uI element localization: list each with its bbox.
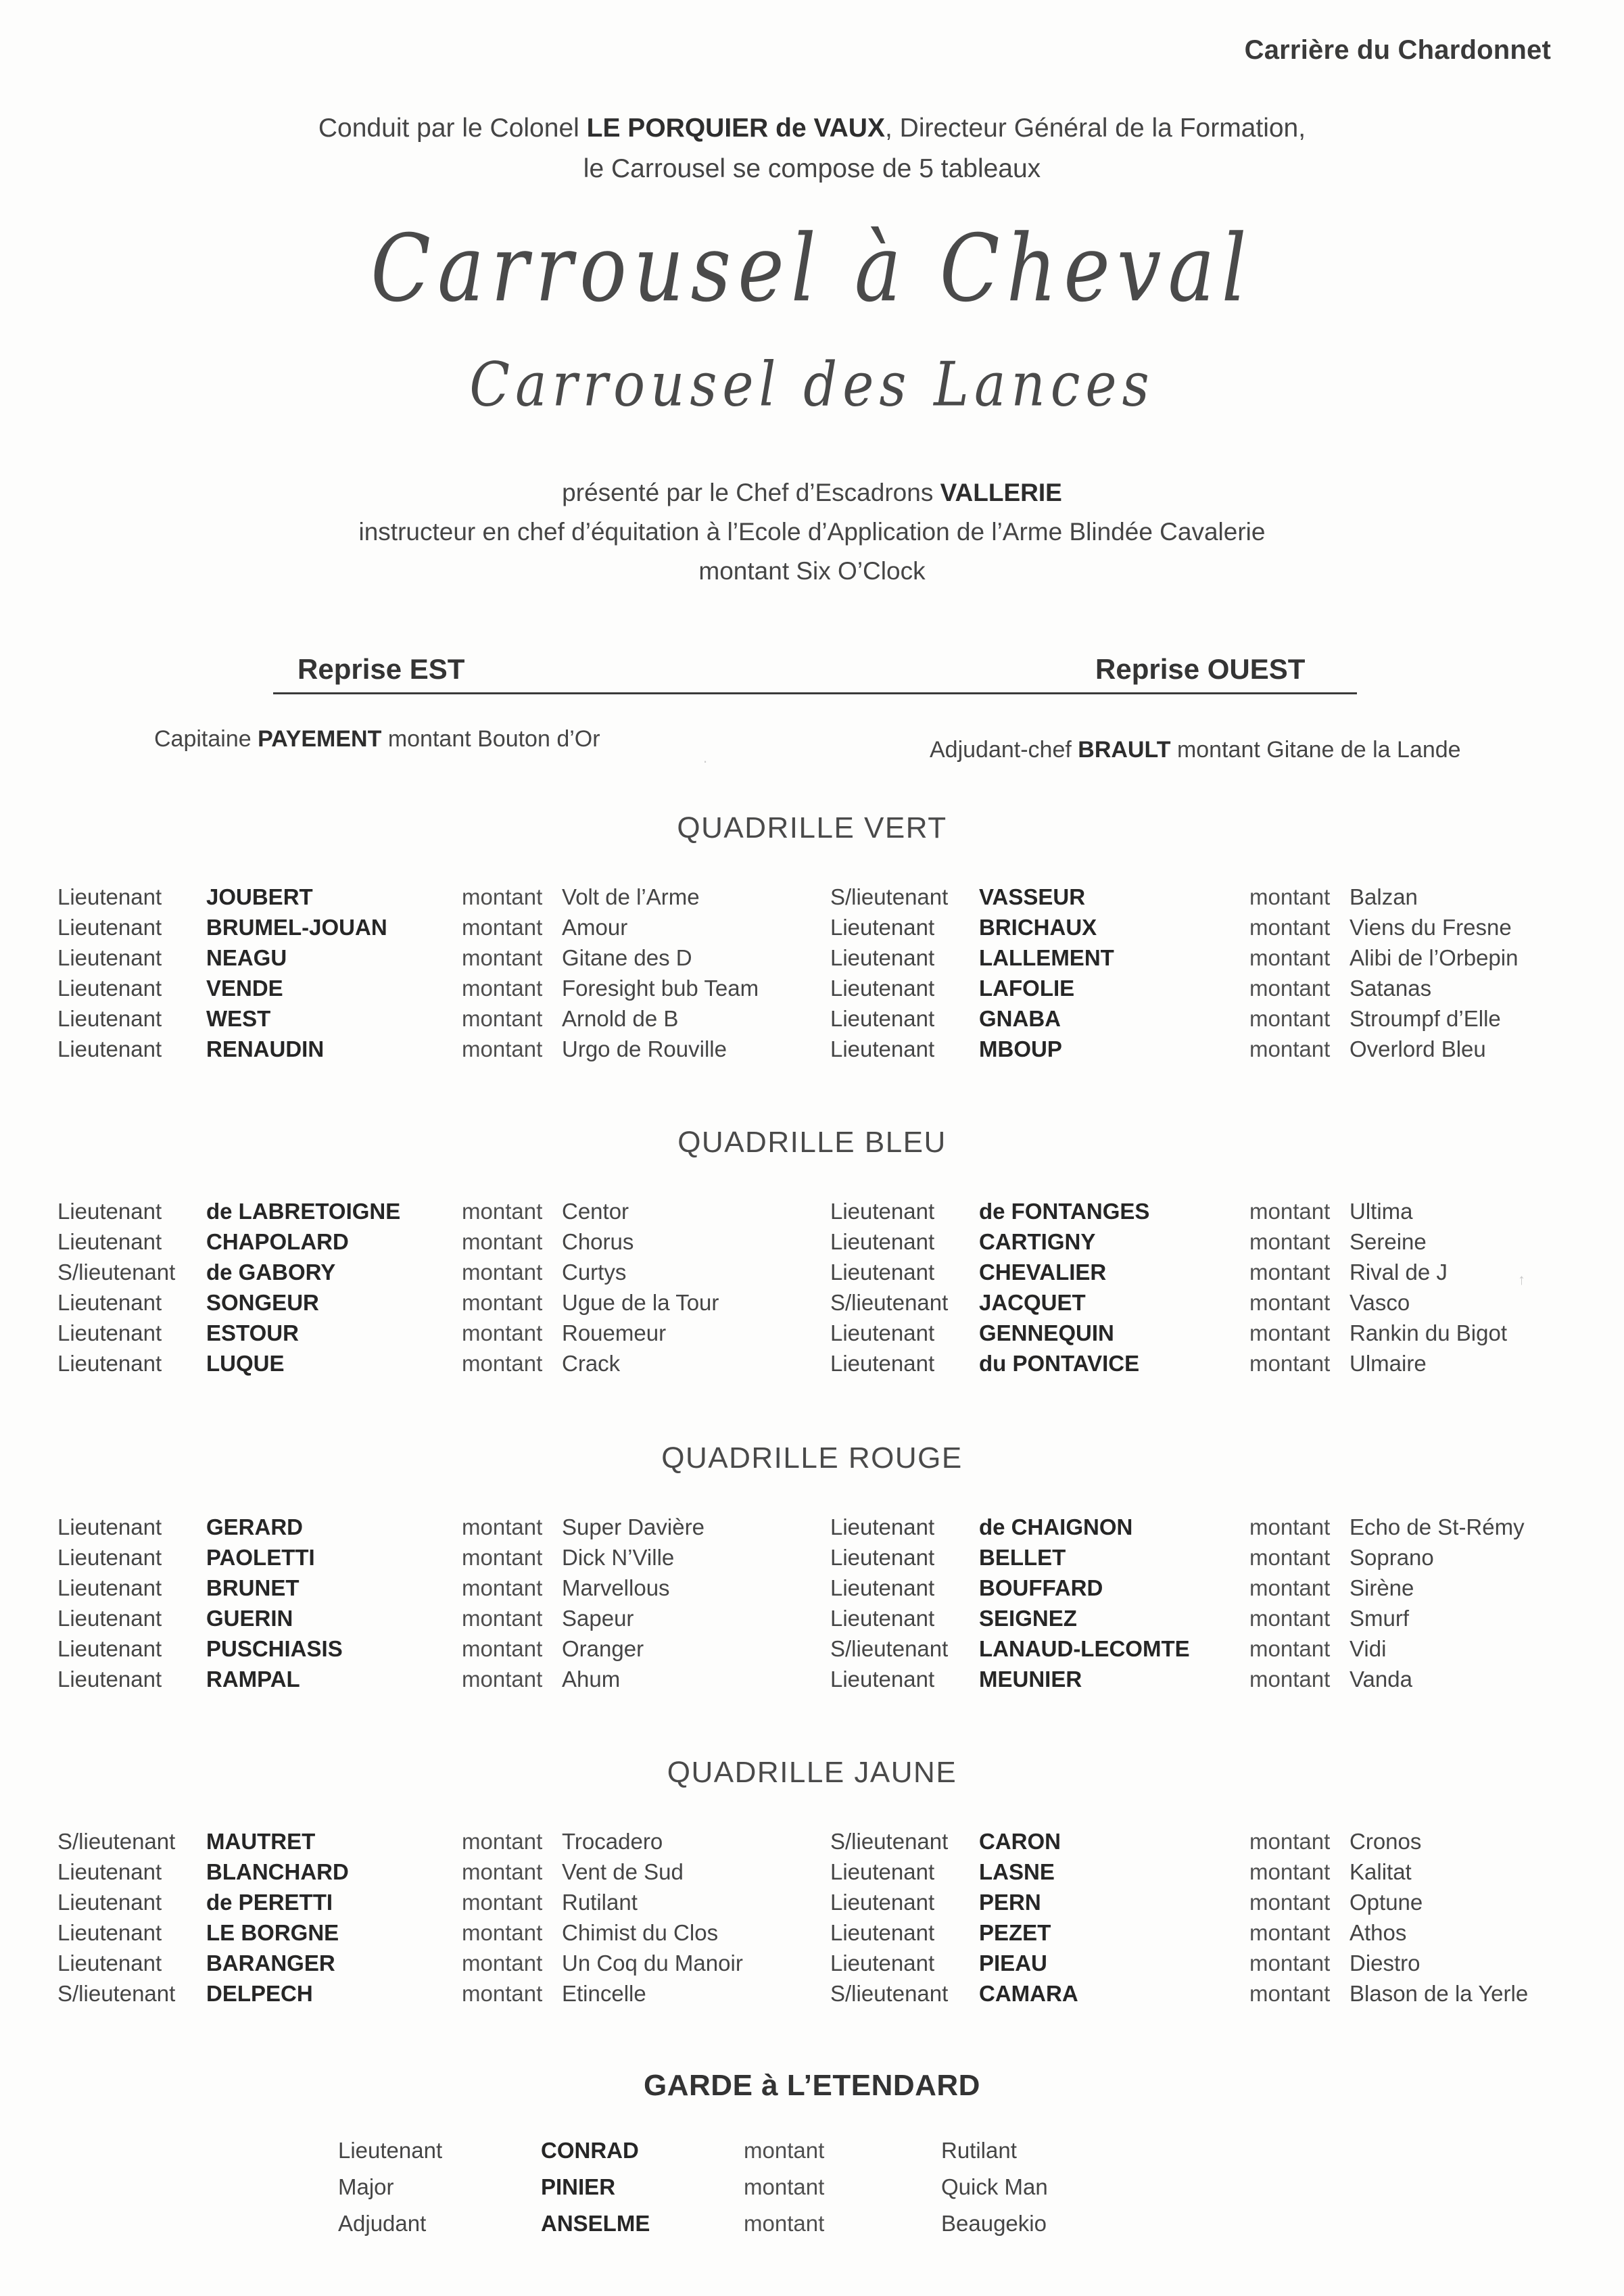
horse-name: Dick N’Ville (562, 1545, 675, 1570)
mount-word: montant (462, 976, 543, 1001)
horse-name: Marvellous (562, 1575, 670, 1600)
horse-name: Vent de Sud (562, 1859, 684, 1884)
rider-name: LE BORGNE (206, 1920, 339, 1945)
horse-name: Chimist du Clos (562, 1920, 719, 1945)
horse-name: Vidi (1350, 1636, 1387, 1661)
horse-name: Athos (1350, 1920, 1407, 1945)
rider-name: CHEVALIER (979, 1260, 1107, 1285)
mount-word: montant (1249, 1036, 1331, 1061)
scan-artefact-dot: . (703, 749, 708, 766)
mount-word: montant (462, 1606, 543, 1631)
west-mount-name: BRAULT (1078, 737, 1171, 763)
rider-name: CHAPOLARD (206, 1229, 349, 1254)
horse-name: Rival de J (1350, 1260, 1448, 1285)
garde-name: PINIER (541, 2174, 616, 2199)
rider-name: LANAUD-LECOMTE (979, 1636, 1190, 1661)
mount-word: montant (1249, 1351, 1331, 1376)
mount-word: montant (1249, 1890, 1331, 1915)
mount-word: montant (744, 2138, 825, 2163)
rider-name: PIEAU (979, 1951, 1047, 1976)
rider-rank: Lieutenant (57, 1514, 162, 1539)
horse-name: Gitane des D (562, 945, 692, 970)
presenter-name: VALLERIE (940, 479, 1062, 506)
page-title: Carrousel à Cheval (371, 215, 1253, 323)
mount-word: montant (462, 1006, 543, 1031)
mount-word: montant (462, 1829, 543, 1854)
conducted-line2: le Carrousel se compose de 5 tableaux (583, 154, 1041, 183)
presenter-block (0, 473, 1624, 591)
mount-word: montant (462, 1351, 543, 1376)
rider-rank: Lieutenant (830, 1199, 935, 1224)
horse-name: Alibi de l’Orbepin (1350, 945, 1519, 970)
mount-word: montant (1249, 1320, 1331, 1345)
reprise-divider-rule (273, 692, 1357, 694)
mount-word: montant (462, 1260, 543, 1285)
rider-name: JOUBERT (206, 884, 313, 909)
rider-rank: Lieutenant (57, 976, 162, 1001)
horse-name: Rutilant (941, 2138, 1017, 2163)
rider-rank: S/lieutenant (830, 1981, 949, 2006)
quadrille-section (0, 811, 1624, 1066)
conducted-colonel-name: LE PORQUIER de VAUX (586, 114, 885, 143)
rider-name: PERN (979, 1890, 1041, 1915)
horse-name: Rankin du Bigot (1350, 1320, 1507, 1345)
rider-rank: Lieutenant (57, 1667, 162, 1692)
scan-artefact: ↑ (1518, 1271, 1525, 1288)
quadrille-roster (0, 1826, 1624, 2011)
horse-name: Soprano (1350, 1545, 1434, 1570)
horse-name: Overlord Bleu (1350, 1036, 1486, 1061)
horse-name: Balzan (1350, 884, 1418, 909)
horse-name: Foresight bub Team (562, 976, 759, 1001)
horse-name: Stroumpf d’Elle (1350, 1006, 1501, 1031)
quadrille-title: QUADRILLE ROUGE (661, 1441, 963, 1475)
horse-name: Sirène (1350, 1575, 1414, 1600)
garde-title: GARDE à L’ETENDARD (644, 2069, 980, 2102)
rider-rank: Lieutenant (57, 1199, 162, 1224)
rider-rank: S/lieutenant (830, 884, 949, 909)
conducted-suffix: , Directeur Général de la Formation, (884, 114, 1306, 143)
horse-name: Cronos (1350, 1829, 1422, 1854)
horse-name: Un Coq du Manoir (562, 1951, 743, 1976)
rider-rank: Lieutenant (57, 1229, 162, 1254)
rider-name: WEST (206, 1006, 271, 1031)
horse-name: Volt de l’Arme (562, 884, 700, 909)
west-mount-horse: montant Gitane de la Lande (1170, 737, 1461, 763)
rider-name: BELLET (979, 1545, 1066, 1570)
east-mount-name: PAYEMENT (258, 726, 382, 752)
horse-name: Viens du Fresne (1350, 915, 1512, 940)
reprise-west-heading: Reprise OUEST (1095, 653, 1306, 685)
rider-rank: Lieutenant (57, 1920, 162, 1945)
rider-name: GERARD (206, 1514, 304, 1539)
rider-name: ESTOUR (206, 1320, 299, 1345)
horse-name: Ultima (1350, 1199, 1413, 1224)
rider-rank: Lieutenant (830, 1859, 935, 1884)
mount-word: montant (1249, 1229, 1331, 1254)
presenter-line1 (0, 473, 1624, 512)
rider-rank: Lieutenant (57, 1036, 162, 1061)
mount-word: montant (462, 1920, 543, 1945)
mount-word: montant (462, 1545, 543, 1570)
garde-rank: Lieutenant (338, 2138, 443, 2163)
horse-name: Super Davière (562, 1514, 704, 1539)
horse-name: Amour (562, 915, 628, 940)
quadrille-section (0, 1756, 1624, 2011)
garde-row (0, 2169, 1624, 2205)
reprise-east-heading: Reprise EST (297, 653, 465, 685)
rider-name: CARON (979, 1829, 1061, 1854)
rider-rank: Lieutenant (830, 945, 935, 970)
horse-name: Sereine (1350, 1229, 1427, 1254)
quadrille-roster (0, 1196, 1624, 1381)
rider-name: GUERIN (206, 1606, 293, 1631)
rider-rank: Lieutenant (57, 1006, 162, 1031)
mount-word: montant (462, 1320, 543, 1345)
rider-rank: Lieutenant (830, 1951, 935, 1976)
horse-name: Blason de la Yerle (1350, 1981, 1529, 2006)
mount-word: montant (462, 1036, 543, 1061)
rider-rank: Lieutenant (57, 1606, 162, 1631)
mount-word: montant (462, 1199, 543, 1224)
rider-name: de CHAIGNON (979, 1514, 1133, 1539)
rider-name: RAMPAL (206, 1667, 300, 1692)
horse-name: Trocadero (562, 1829, 663, 1854)
rider-name: LASNE (979, 1859, 1055, 1884)
rider-rank: Lieutenant (830, 1606, 935, 1631)
mount-word: montant (462, 884, 543, 909)
rider-name: BRICHAUX (979, 915, 1097, 940)
rider-name: de GABORY (206, 1260, 336, 1285)
rider-name: BRUNET (206, 1575, 300, 1600)
rider-name: de FONTANGES (979, 1199, 1150, 1224)
rider-rank: Lieutenant (830, 1575, 935, 1600)
horse-name: Etincelle (562, 1981, 646, 2006)
horse-name: Ulmaire (1350, 1351, 1427, 1376)
horse-name: Optune (1350, 1890, 1423, 1915)
rider-name: MEUNIER (979, 1667, 1082, 1692)
reprise-mount-row (0, 726, 1624, 764)
mount-word: montant (1249, 1859, 1331, 1884)
mount-word: montant (1249, 1951, 1331, 1976)
garde-row (0, 2132, 1624, 2169)
mount-word: montant (1249, 1545, 1331, 1570)
rider-rank: Lieutenant (830, 1545, 935, 1570)
rider-rank: S/lieutenant (830, 1829, 949, 1854)
rider-rank: Lieutenant (830, 1667, 935, 1692)
mount-word: montant (1249, 1829, 1331, 1854)
mount-word: montant (1249, 976, 1331, 1001)
garde-section (0, 2069, 1624, 2241)
rider-rank: Lieutenant (830, 976, 935, 1001)
rider-rank: Lieutenant (57, 884, 162, 909)
rider-rank: Lieutenant (57, 1859, 162, 1884)
quadrille-title: QUADRILLE JAUNE (667, 1756, 957, 1789)
rider-name: PEZET (979, 1920, 1051, 1945)
horse-name: Urgo de Rouville (562, 1036, 727, 1061)
conducted-by-block (0, 108, 1624, 189)
presenter-line2: instructeur en chef d’équitation à l’Ecole d’Application de l’Arme Blindée Cavalerie (358, 518, 1266, 546)
rider-name: SONGEUR (206, 1290, 319, 1315)
rider-name: LAFOLIE (979, 976, 1075, 1001)
mount-word: montant (462, 915, 543, 940)
horse-name: Ugue de la Tour (562, 1290, 719, 1315)
quadrille-title: QUADRILLE VERT (677, 811, 947, 844)
rider-name: MBOUP (979, 1036, 1062, 1061)
reprise-west-mount (930, 737, 1461, 763)
horse-name: Vasco (1350, 1290, 1410, 1315)
mount-word: montant (1249, 1006, 1331, 1031)
rider-name: CAMARA (979, 1981, 1078, 2006)
mount-word: montant (1249, 915, 1331, 940)
rider-name: PAOLETTI (206, 1545, 315, 1570)
rider-name: VENDE (206, 976, 283, 1001)
mount-word: montant (1249, 1290, 1331, 1315)
mount-word: montant (1249, 1920, 1331, 1945)
horse-name: Rutilant (562, 1890, 638, 1915)
mount-word: montant (462, 1859, 543, 1884)
presenter-line3: montant Six O’Clock (698, 557, 926, 585)
mount-word: montant (462, 1636, 543, 1661)
mount-word: montant (462, 1981, 543, 2006)
mount-word: montant (1249, 1575, 1331, 1600)
garde-row (0, 2205, 1624, 2242)
rider-name: VASSEUR (979, 884, 1086, 909)
rider-name: CARTIGNY (979, 1229, 1096, 1254)
rider-rank: Lieutenant (57, 945, 162, 970)
rider-name: GENNEQUIN (979, 1320, 1114, 1345)
horse-name: Satanas (1350, 976, 1432, 1001)
quadrille-section (0, 1441, 1624, 1696)
horse-name: Diestro (1350, 1951, 1420, 1976)
west-mount-rank: Adjudant-chef (930, 737, 1078, 763)
mount-word: montant (462, 1229, 543, 1254)
horse-name: Oranger (562, 1636, 644, 1661)
garde-list (0, 2132, 1624, 2241)
rider-name: SEIGNEZ (979, 1606, 1077, 1631)
rider-rank: Lieutenant (57, 1575, 162, 1600)
venue-label: Carrière du Chardonnet (1244, 35, 1551, 65)
horse-name: Chorus (562, 1229, 634, 1254)
mount-word: montant (462, 1575, 543, 1600)
mount-word: montant (1249, 884, 1331, 909)
rider-rank: Lieutenant (830, 1890, 935, 1915)
east-mount-horse: montant Bouton d’Or (381, 726, 600, 752)
rider-name: du PONTAVICE (979, 1351, 1140, 1376)
rider-rank: Lieutenant (57, 1290, 162, 1315)
garde-rank: Major (338, 2174, 394, 2199)
mount-word: montant (462, 1514, 543, 1539)
rider-rank: S/lieutenant (57, 1829, 176, 1854)
rider-rank: Lieutenant (57, 1890, 162, 1915)
quadrille-roster (0, 882, 1624, 1066)
mount-word: montant (1249, 945, 1331, 970)
horse-name: Arnold de B (562, 1006, 679, 1031)
horse-name: Sapeur (562, 1606, 634, 1631)
quadrille-section (0, 1126, 1624, 1381)
mount-word: montant (1249, 1981, 1331, 2006)
rider-name: BOUFFARD (979, 1575, 1103, 1600)
rider-rank: Lieutenant (830, 915, 935, 940)
mount-word: montant (462, 1951, 543, 1976)
rider-rank: Lieutenant (830, 1351, 935, 1376)
rider-name: PUSCHIASIS (206, 1636, 343, 1661)
rider-name: BRUMEL-JOUAN (206, 915, 387, 940)
garde-name: ANSELME (541, 2211, 650, 2236)
horse-name: Echo de St-Rémy (1350, 1514, 1525, 1539)
mount-word: montant (1249, 1199, 1331, 1224)
mount-word: montant (462, 1890, 543, 1915)
rider-rank: Lieutenant (830, 1320, 935, 1345)
rider-name: de PERETTI (206, 1890, 333, 1915)
rider-rank: Lieutenant (830, 1036, 935, 1061)
rider-name: JACQUET (979, 1290, 1086, 1315)
horse-name: Ahum (562, 1667, 621, 1692)
rider-rank: Lieutenant (830, 1920, 935, 1945)
rider-name: BARANGER (206, 1951, 335, 1976)
garde-rank: Adjudant (338, 2211, 427, 2236)
mount-word: montant (462, 1290, 543, 1315)
mount-word: montant (1249, 1667, 1331, 1692)
reprise-east-mount (154, 726, 600, 752)
rider-name: de LABRETOIGNE (206, 1199, 401, 1224)
mount-word: montant (744, 2174, 825, 2199)
rider-name: BLANCHARD (206, 1859, 349, 1884)
rider-name: NEAGU (206, 945, 287, 970)
horse-name: Smurf (1350, 1606, 1410, 1631)
mount-word: montant (1249, 1636, 1331, 1661)
mount-word: montant (462, 945, 543, 970)
rider-name: RENAUDIN (206, 1036, 325, 1061)
presenter-prefix: présenté par le Chef d’Escadrons (562, 479, 940, 506)
conducted-prefix: Conduit par le Colonel (318, 114, 587, 143)
rider-rank: S/lieutenant (57, 1260, 176, 1285)
mount-word: montant (744, 2211, 825, 2236)
horse-name: Kalitat (1350, 1859, 1412, 1884)
mount-word: montant (1249, 1606, 1331, 1631)
rider-rank: S/lieutenant (830, 1636, 949, 1661)
rider-rank: S/lieutenant (830, 1290, 949, 1315)
rider-rank: Lieutenant (57, 1636, 162, 1661)
rider-rank: Lieutenant (57, 1545, 162, 1570)
rider-name: LALLEMENT (979, 945, 1114, 970)
horse-name: Rouemeur (562, 1320, 667, 1345)
horse-name: Vanda (1350, 1667, 1412, 1692)
rider-rank: Lieutenant (830, 1006, 935, 1031)
quadrille-title: QUADRILLE BLEU (677, 1126, 947, 1159)
rider-name: GNABA (979, 1006, 1061, 1031)
rider-rank: S/lieutenant (57, 1981, 176, 2006)
rider-rank: Lieutenant (57, 1951, 162, 1976)
horse-name: Beaugekio (941, 2211, 1047, 2236)
rider-rank: Lieutenant (57, 915, 162, 940)
rider-rank: Lieutenant (57, 1320, 162, 1345)
mount-word: montant (1249, 1260, 1331, 1285)
mount-word: montant (462, 1667, 543, 1692)
rider-rank: Lieutenant (830, 1514, 935, 1539)
horse-name: Centor (562, 1199, 629, 1224)
quadrille-roster (0, 1512, 1624, 1696)
horse-name: Crack (562, 1351, 621, 1376)
rider-rank: Lieutenant (830, 1229, 935, 1254)
horse-name: Curtys (562, 1260, 627, 1285)
page-subtitle: Carrousel des Lances (469, 350, 1155, 421)
east-mount-rank: Capitaine (154, 726, 258, 752)
rider-name: DELPECH (206, 1981, 313, 2006)
rider-rank: Lieutenant (830, 1260, 935, 1285)
garde-name: CONRAD (541, 2138, 639, 2163)
horse-name: Quick Man (941, 2174, 1048, 2199)
rider-rank: Lieutenant (57, 1351, 162, 1376)
rider-name: LUQUE (206, 1351, 285, 1376)
mount-word: montant (1249, 1514, 1331, 1539)
rider-name: MAUTRET (206, 1829, 316, 1854)
